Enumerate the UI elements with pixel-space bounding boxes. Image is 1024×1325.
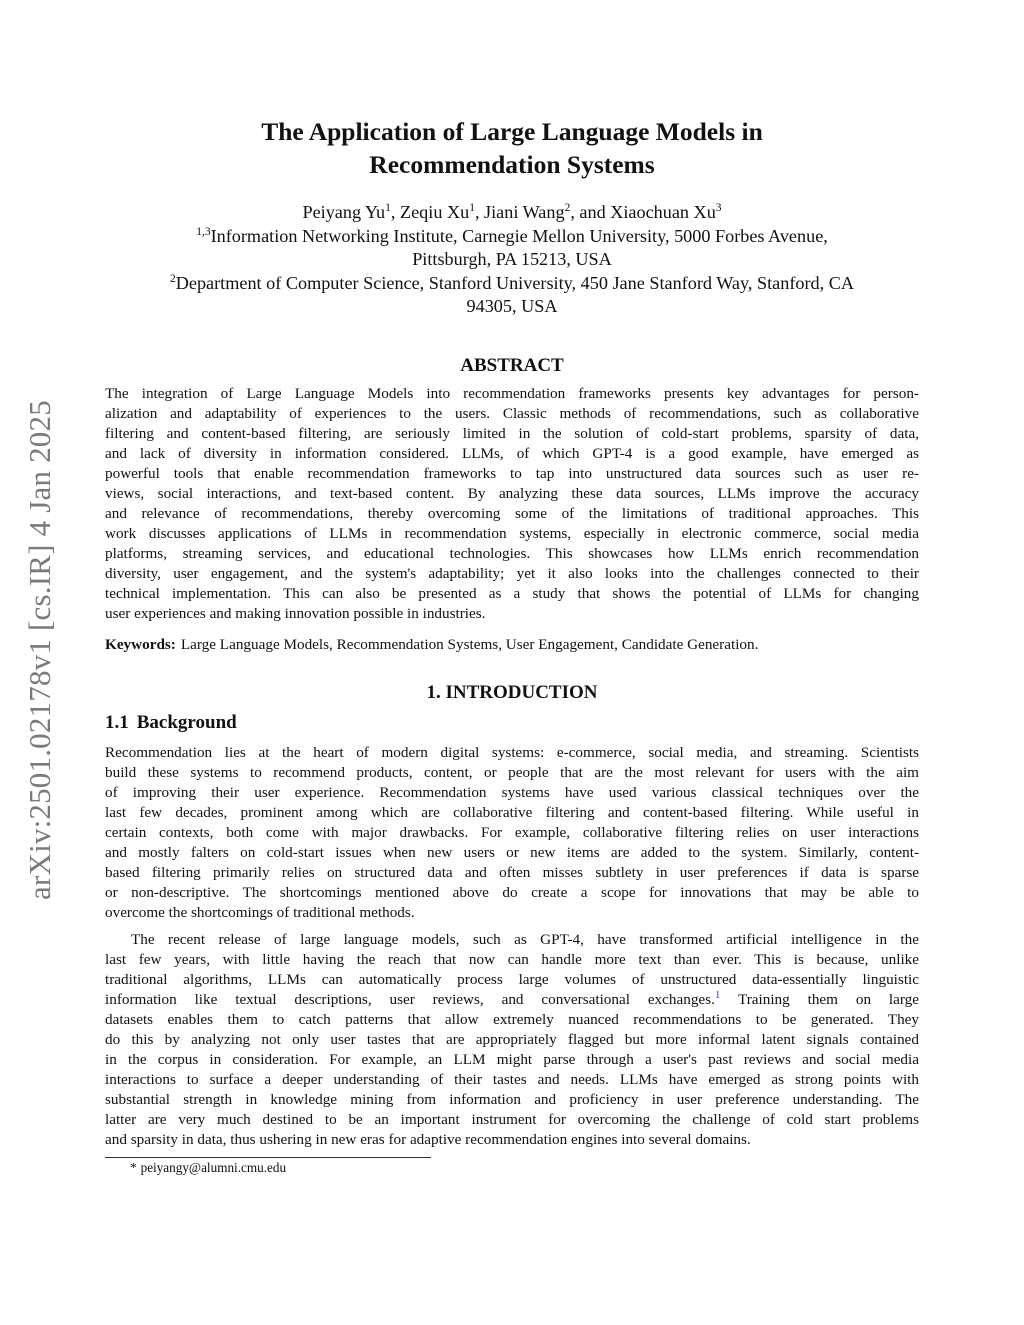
body-line: interactions to surface a deeper understanding of their tastes and needs. LLMs have emerged as strong points with [105, 1071, 919, 1088]
body-line: The recent release of large language models, such as GPT-4, have transformed artificial intelligence in the [131, 931, 919, 948]
abstract-heading: ABSTRACT [460, 355, 564, 376]
affiliation-1-cont: Pittsburgh, PA 15213, USA [412, 249, 612, 269]
body-line-with-footnote [105, 990, 919, 1010]
paper-title [105, 115, 919, 181]
author-block [105, 201, 919, 319]
body-line: overcome the shortcomings of traditional methods. [105, 904, 415, 921]
body-line: substantial strength in knowledge mining from information and proficiency in user preference understanding. The [105, 1091, 919, 1108]
author-name: Zeqiu Xu [399, 202, 470, 222]
affiliation-text: Information Networking Institute, Carnegie Mellon University, 5000 Forbes Avenue, [210, 225, 828, 246]
body-line: traditional algorithms, LLMs can automatically process large volumes of unstructured data-essentially linguistic [105, 971, 919, 988]
title-line-1: The Application of Large Language Models in [261, 117, 763, 146]
body-line: latter are very much destined to be an important instrument for overcoming the challenge of cold start problems [105, 1111, 919, 1128]
keywords-label: Keywords: [105, 636, 176, 653]
body-line: build these systems to recommend products, content, or people that are the most relevant for users with the aim [105, 764, 919, 781]
author-affil-sup: 3 [715, 201, 722, 214]
keywords [105, 636, 919, 654]
footnote-divider [105, 1157, 431, 1158]
abstract-line: user experiences and making innovation possible in industries. [105, 605, 486, 622]
abstract-line: filtering and content-based filtering, are seriously limited in the solution of cold-start problems, sparsity of data, [105, 425, 919, 442]
author-list: Peiyang Yu$^1$, Zeqiu Xu$^1$, Jiani Wang$^2$, and Xiaochuan Xu$^3$ [302, 201, 722, 222]
body-text: Training them on large [720, 991, 919, 1008]
body-line: do this by analyzing not only user tastes that are appropriately flagged but more informal latent signals contained [105, 1031, 919, 1048]
subsection-heading [105, 712, 237, 734]
abstract-line: powerful tools that enable recommendation frameworks to tap into unstructured data sources such as user re- [105, 465, 919, 482]
affiliation-2 [105, 272, 919, 296]
abstract-line: and relevance of recommendations, thereby overcoming some of the limitations of traditional approaches. This [105, 505, 919, 522]
abstract-line: The integration of Large Language Models into recommendation frameworks presents key advantages for person- [105, 385, 919, 402]
affiliation-sup: 2 [170, 272, 176, 285]
abstract-body [105, 384, 919, 624]
paragraph-2 [105, 930, 919, 1150]
abstract-line: and lack of diversity in information considered. LLMs, of which GPT-4 is a good example, have emerged as [105, 445, 919, 462]
keywords-text: Large Language Models, Recommendation Systems, User Engagement, Candidate Generation. [180, 636, 759, 653]
body-line: last few years, with little having the reach that now can handle more text than ever. This is because, unlike [105, 951, 919, 968]
body-line: certain contexts, both come with major drawbacks. For example, collaborative filtering relies on user interactions [105, 824, 919, 841]
section-heading: 1. INTRODUCTION [426, 682, 598, 703]
affiliation-2-cont: 94305, USA [466, 296, 558, 316]
author-name: Peiyang Yu [302, 202, 386, 222]
affiliation-text: Department of Computer Science, Stanford University, 450 Jane Stanford Way, Stanford, CA [175, 272, 854, 293]
body-line: of improving their user experience. Recommendation systems have used various classical techniques over the [105, 784, 919, 801]
abstract-line: views, social interactions, and text-based content. By analyzing these data sources, LLMs improve the accuracy [105, 485, 919, 502]
footnote-email: peiyangy@alumni.cmu.edu [140, 1160, 287, 1175]
body-line: or non-descriptive. The shortcomings mentioned above do create a scope for innovations that may be able to [105, 884, 919, 901]
arxiv-side-stamp: arXiv:2501.02178v1 [cs.IR] 4 Jan 2025 [22, 400, 57, 900]
body-line: datasets enables them to catch patterns that allow extremely nuanced recommendations to be generated. They [105, 1011, 919, 1028]
body-line: Recommendation lies at the heart of modern digital systems: e-commerce, social media, and streaming. Scientists [105, 744, 919, 761]
body-line: based filtering primarily relies on structured data and often misses subtlety in user preferences if data is sparse [105, 864, 919, 881]
subsection-number: 1.1 [105, 712, 129, 733]
body-line: and mostly falters on cold-start issues when new users or new items are added to the system. Similarly, content- [105, 844, 919, 861]
author-affil-sup: 2 [564, 201, 571, 214]
author-name: Xiaochuan Xu [610, 202, 716, 222]
abstract-line: platforms, streaming services, and educational technologies. This showcases how LLMs enrich recommendation [105, 545, 919, 562]
body-line: and sparsity in data, thus ushering in new eras for adaptive recommendation engines into several domains. [105, 1131, 751, 1148]
author-name: Jiani Wang [484, 202, 565, 222]
body-text: information like textual descriptions, user reviews, and conversational exchanges. [105, 991, 715, 1008]
body-line: in the corpus in consideration. For example, an LLM might parse through a user's past reviews and social media [105, 1051, 919, 1068]
author-affil-sup: 1 [385, 201, 391, 214]
title-line-2: Recommendation Systems [369, 150, 655, 179]
paragraph-1 [105, 743, 919, 923]
author-conjunction: and [579, 202, 606, 222]
abstract-line: work discusses applications of LLMs in recommendation systems, especially in electronic commerce, social media [105, 525, 919, 542]
body-line: last few decades, prominent among which are collaborative filtering and content-based filtering. While useful in [105, 804, 919, 821]
subsection-title: Background [136, 712, 237, 733]
abstract-line: diversity, user engagement, and the system's adaptability; yet it also looks into the challenges connected to their [105, 565, 919, 582]
abstract-line: alization and adaptability of experiences to the users. Classic methods of recommendations, such as collaborative [105, 405, 919, 422]
footnote-mark: * [130, 1160, 137, 1175]
affiliation-1 [105, 225, 919, 249]
author-affil-sup: 1 [469, 201, 475, 214]
affiliation-sup: 1,3 [196, 225, 211, 238]
footnote-reference-link[interactable]: 1 [714, 988, 721, 1001]
footnote [130, 1160, 286, 1176]
abstract-line: technical implementation. This can also be presented as a study that shows the potential of LLMs for changing [105, 585, 919, 602]
